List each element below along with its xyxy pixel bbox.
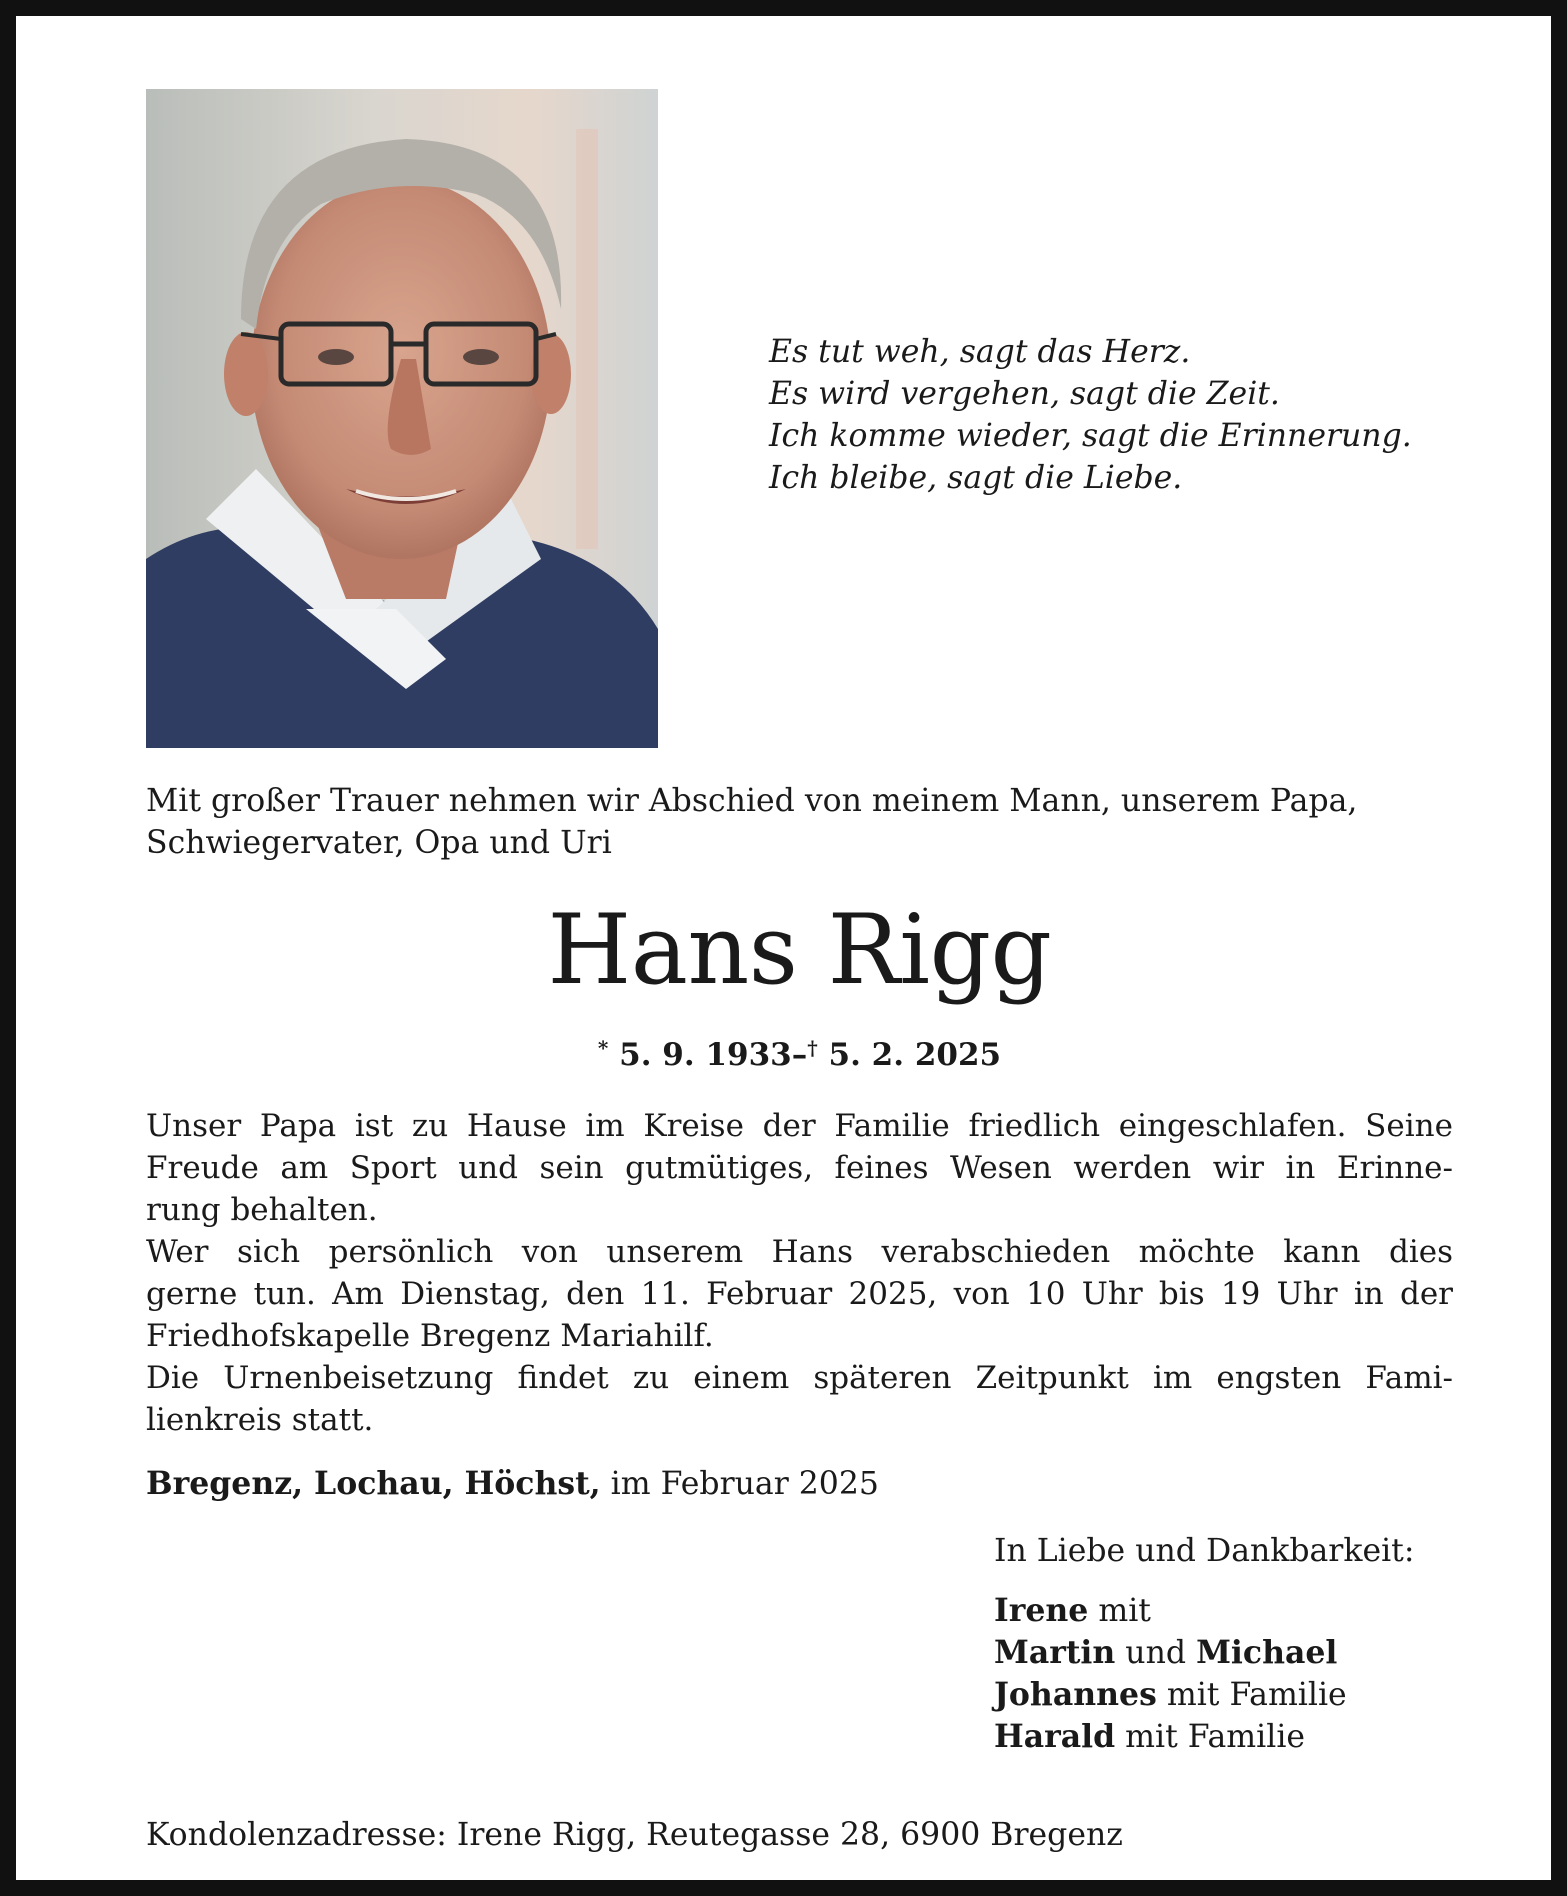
signoff (994, 1530, 1474, 1758)
poem-line: Ich bleibe, sagt die Liebe. (769, 460, 1183, 496)
family-name: Johannes (994, 1676, 1157, 1713)
family-name: Martin (994, 1634, 1116, 1671)
family-member (994, 1674, 1474, 1716)
signoff-lead: In Liebe und Dankbarkeit: (994, 1533, 1415, 1569)
family-member (994, 1716, 1474, 1758)
birth-symbol: * (597, 1036, 609, 1060)
poem-line: Es tut weh, sagt das Herz. (769, 334, 1191, 370)
place-and-date (146, 1463, 1146, 1505)
body-line: lienkreis statt. (146, 1402, 374, 1438)
poem-line: Es wird vergehen, sagt die Zeit. (769, 376, 1280, 412)
family-name: Irene (994, 1592, 1089, 1629)
family-rest: mit (1088, 1593, 1151, 1629)
poem-line: Ich komme wieder, sagt die Erinnerung. (769, 418, 1412, 454)
body-line: rung behalten. (146, 1192, 378, 1228)
family-name: Michael (1196, 1634, 1338, 1671)
intro-line: Mit großer Trauer nehmen wir Abschied von meinem Mann, unserem Papa, (146, 783, 1358, 819)
poem (769, 331, 1469, 499)
family-member (994, 1590, 1474, 1632)
body-line: Wer sich persönlich von unserem Hans verabschieden möchte kann dies (146, 1234, 1453, 1270)
intro-line: Schwiegervater, Opa und Uri (146, 825, 612, 861)
birth-date: 5. 9. 1933 (619, 1037, 792, 1073)
portrait-illustration (146, 89, 658, 748)
family-rest: mit Familie (1115, 1719, 1306, 1755)
deceased-name: Hans Rigg (547, 894, 1052, 1006)
condolence-address: Kondolenzadresse: Irene Rigg, Reutegasse 28, 6900 Bregenz (146, 1817, 1123, 1853)
body-line: Friedhofskapelle Bregenz Mariahilf. (146, 1318, 714, 1354)
body-line: Die Urnenbeisetzung findet zu einem späteren Zeitpunkt im engsten Fami- (146, 1360, 1453, 1396)
body-text (146, 1105, 1453, 1441)
intro-text (146, 780, 1456, 864)
life-dates (16, 1026, 1567, 1077)
family-name: Harald (994, 1718, 1116, 1755)
death-date: 5. 2. 2025 (828, 1037, 1002, 1073)
date-separator: – (791, 1037, 808, 1073)
body-line: Unser Papa ist zu Hause im Kreise der Familie friedlich eingeschlafen. Seine (146, 1108, 1453, 1144)
family-list (994, 1590, 1474, 1758)
month-year: im Februar 2025 (600, 1466, 879, 1502)
body-line: gerne tun. Am Dienstag, den 11. Februar 2025, von 10 Uhr bis 19 Uhr in der (146, 1276, 1453, 1312)
towns: Bregenz, Lochau, Höchst, (146, 1465, 601, 1502)
family-rest: und (1115, 1635, 1197, 1671)
body-line: Freude am Sport und sein gutmütiges, feines Wesen werden wir in Erinne- (146, 1150, 1453, 1186)
family-member (994, 1632, 1474, 1674)
family-rest: mit Familie (1156, 1677, 1347, 1713)
death-symbol: † (807, 1036, 818, 1060)
portrait-photo (146, 89, 658, 748)
